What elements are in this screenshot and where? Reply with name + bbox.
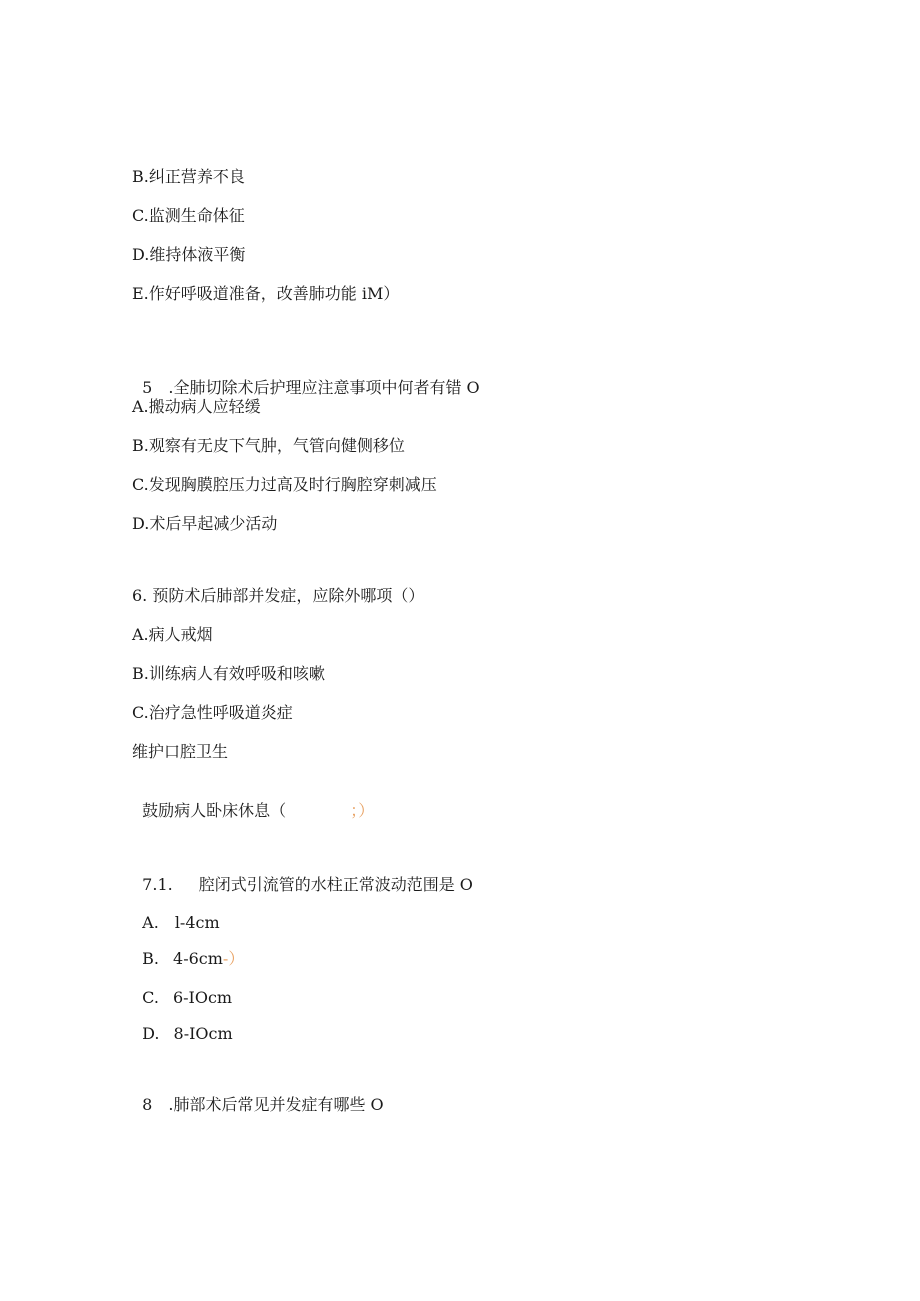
q5-option-a: A.搬动病人应轻缓 xyxy=(132,397,261,416)
q6-option-b: B.训练病人有效呼吸和咳嗽 xyxy=(132,664,325,683)
q8-stem xyxy=(132,1075,384,1115)
q6-option-a: A.病人戒烟 xyxy=(132,625,213,644)
q8-stem-text: .肺部术后常见并发症有哪些 O xyxy=(168,1095,384,1114)
q7-stem xyxy=(132,855,473,895)
q4-option-d: D.维持体液平衡 xyxy=(132,245,246,264)
q7-option-b-text: 4-6cm xyxy=(173,949,223,968)
q6-option-c: C.治疗急性呼吸道炎症 xyxy=(132,703,293,722)
q6-option-d: 维护口腔卫生 xyxy=(132,742,229,761)
q4-option-c: C.监测生命体征 xyxy=(132,206,245,225)
q7-option-b-letter: B. xyxy=(142,949,160,968)
q5-stem-text: .全肺切除术后护理应注意事项中何者有错 O xyxy=(168,378,480,397)
q7-option-d-letter: D. xyxy=(142,1024,160,1043)
q5-option-b: B.观察有无皮下气肿，气管向健侧移位 xyxy=(132,436,405,455)
q7-option-d-text: 8-IOcm xyxy=(173,1024,233,1043)
q8-number: 8 xyxy=(142,1095,153,1114)
q7-option-b-mark: -） xyxy=(222,949,245,968)
q6-option-e xyxy=(132,781,374,821)
q7-option-c xyxy=(132,968,232,1008)
q5-option-d: D.术后早起减少活动 xyxy=(132,514,278,533)
q5-stem xyxy=(132,358,480,398)
q7-stem-text: 腔闭式引流管的水柱正常波动范围是 O xyxy=(198,875,473,894)
q7-option-d xyxy=(132,1004,233,1044)
q7-option-a-letter: A. xyxy=(142,913,159,932)
q6-option-e-text: 鼓励病人卧床休息（ xyxy=(142,801,287,820)
q7-option-c-text: 6-IOcm xyxy=(172,988,233,1007)
q4-option-b: B.纠正营养不良 xyxy=(132,167,245,186)
q7-option-b xyxy=(132,929,244,969)
q5-number: 5 xyxy=(142,378,153,397)
q7-number: 7.1. xyxy=(142,875,173,894)
q4-option-e: E.作好呼吸道准备，改善肺功能 iM） xyxy=(132,284,400,303)
q6-option-e-mark: ；） xyxy=(350,801,375,820)
q7-option-c-letter: C. xyxy=(142,988,159,1007)
q7-option-a-text: l-4cm xyxy=(174,913,220,932)
q6-stem: 6. 预防术后肺部并发症，应除外哪项（） xyxy=(132,586,425,605)
q5-option-c: C.发现胸膜腔压力过高及时行胸腔穿刺减压 xyxy=(132,475,437,494)
q7-option-a xyxy=(132,893,220,933)
